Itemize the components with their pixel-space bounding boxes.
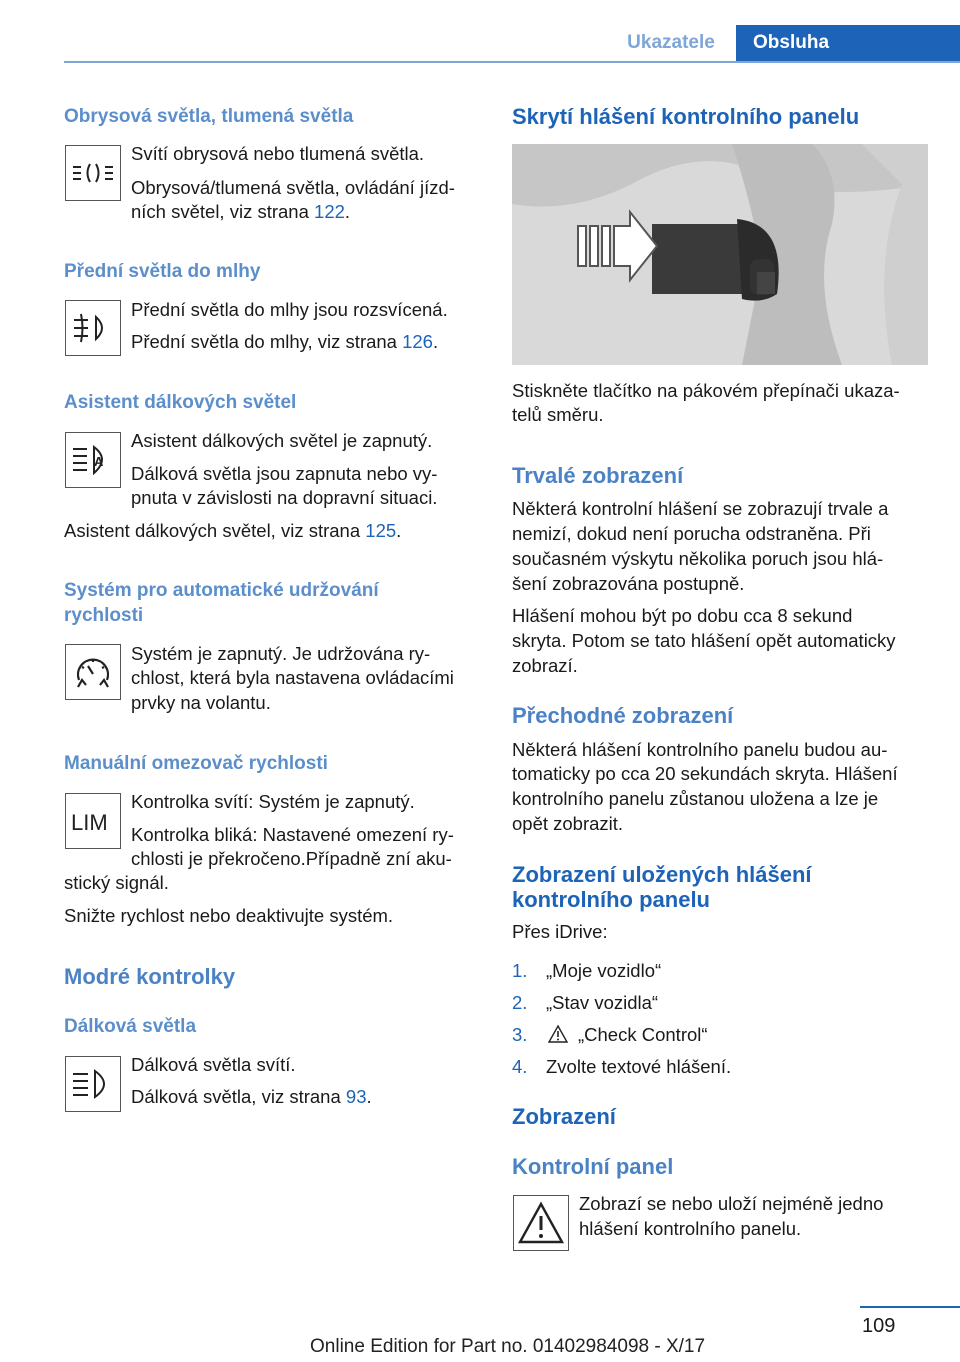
text: chlost, která byla nastavena ovládacími [131, 667, 454, 688]
warning-small-icon [548, 1024, 568, 1044]
text: nemizí, dokud není porucha odstraněna. Při [512, 523, 871, 544]
list-item: „Moje vozidlo“ [546, 960, 662, 981]
tab-ukazatele[interactable]: Ukazatele [627, 32, 715, 53]
heading-display: Zobrazení [512, 1104, 616, 1129]
text: opět zobrazit. [512, 813, 624, 834]
section-title-high-beam-assistant: Asistent dálkových světel [64, 392, 297, 413]
text: skryta. Potom se tato hlášení opět automaticky [512, 630, 896, 651]
section-title-cruise-control: Systém pro automatické udržování [64, 580, 379, 601]
heading-transient-display: Přechodné zobrazení [512, 703, 734, 728]
header-divider [64, 61, 960, 63]
heading-hide-messages: Skrytí hlášení kontrolního panelu [512, 104, 860, 129]
text: Asistent dálkových světel, viz strana 125. [64, 520, 402, 541]
heading-blue-indicators: Modré kontrolky [64, 964, 236, 989]
cruise-control-icon [65, 644, 121, 700]
section-title-speed-limiter: Manuální omezovač rychlosti [64, 753, 328, 774]
text: telů směru. [512, 404, 604, 425]
text: Hlášení mohou být po dobu cca 8 sekund [512, 605, 853, 626]
text: Kontrolka svítí: Systém je zapnutý. [131, 791, 415, 812]
text: pnuta v závislosti na dopravní situaci. [131, 487, 438, 508]
text: Přes iDrive: [512, 921, 608, 942]
svg-text:LIM: LIM [71, 810, 108, 835]
text: Asistent dálkových světel je zapnutý. [131, 430, 433, 451]
text: Dálková světla, viz strana 93. [131, 1086, 372, 1107]
front-fog-lights-icon [65, 300, 121, 356]
text: Některá hlášení kontrolního panelu budou au‐ [512, 739, 888, 760]
text: Stiskněte tlačítko na pákovém přepínači ukaza‐ [512, 380, 900, 401]
page-link-125[interactable]: 125 [365, 520, 397, 541]
text: chlosti je překročeno.Případně zní aku‐ [131, 848, 452, 869]
page-link-126[interactable]: 126 [402, 331, 433, 352]
page-link-93[interactable]: 93 [345, 1086, 367, 1107]
section-title-high-beam: Dálková světla [64, 1016, 197, 1037]
text: Dálková světla svítí. [131, 1054, 296, 1075]
footer-edition: Online Edition for Part no. 01402984098 - X/17 [310, 1336, 706, 1357]
list-item: „Stav vozidla“ [546, 992, 659, 1013]
photo-turn-signal-lever [512, 144, 928, 365]
text: současném výskytu několika poruch jsou hlá‐ [512, 548, 884, 569]
text: Přední světla do mlhy, viz strana 126. [131, 331, 439, 352]
text: Svítí obrysová nebo tlumená světla. [131, 143, 425, 164]
heading-stored-messages-2: kontrolního panelu [512, 887, 710, 912]
section-title-cruise-control-2: rychlosti [64, 605, 144, 626]
text: Obrysová/tlumená světla, ovládání jízd‐ [131, 177, 455, 198]
text: šení zobrazována postupně. [512, 573, 745, 594]
list-item: Zvolte textové hlášení. [546, 1056, 732, 1077]
list-number: 2. [512, 992, 528, 1013]
list-item: „Check Control“ [578, 1024, 708, 1045]
text: Systém je zapnutý. Je udržována ry‐ [131, 643, 431, 664]
text: tomaticky po cca 20 sekundách skryta. Hlášení [512, 763, 898, 784]
text: Přední světla do mlhy jsou rozsvícená. [131, 299, 448, 320]
section-title-parking-lights: Obrysová světla, tlumená světla [64, 106, 354, 127]
high-beam-icon [65, 1056, 121, 1112]
text: stický signál. [64, 872, 169, 893]
footer-divider [860, 1306, 960, 1308]
list-number: 4. [512, 1056, 528, 1077]
list-number: 1. [512, 960, 528, 981]
high-beam-assistant-icon [65, 432, 121, 488]
text: prvky na volantu. [131, 692, 271, 713]
parking-lights-icon [65, 145, 121, 201]
section-title-fog-lights: Přední světla do mlhy [64, 261, 261, 282]
list-number: 3. [512, 1024, 528, 1045]
text: Snižte rychlost nebo deaktivujte systém. [64, 905, 394, 926]
text: hlášení kontrolního panelu. [579, 1218, 802, 1239]
tab-obsluha[interactable]: Obsluha [736, 25, 960, 61]
heading-permanent-display: Trvalé zobrazení [512, 463, 684, 488]
text: Dálková světla jsou zapnuta nebo vy‐ [131, 463, 438, 484]
warning-triangle-icon [513, 1195, 569, 1251]
text: ních světel, viz strana 122. [131, 201, 351, 222]
heading-stored-messages: Zobrazení uložených hlášení [512, 862, 812, 887]
text: Zobrazí se nebo uloží nejméně jedno [579, 1193, 884, 1214]
text: Některá kontrolní hlášení se zobrazují trvale a [512, 498, 889, 519]
heading-control-panel: Kontrolní panel [512, 1154, 674, 1179]
text: Kontrolka bliká: Nastavené omezení ry‐ [131, 824, 454, 845]
text: zobrazí. [512, 655, 578, 676]
lim-indicator-icon [65, 793, 121, 849]
svg-text:A: A [94, 454, 104, 469]
page-number: 109 [862, 1315, 896, 1337]
text: kontrolního panelu zůstanou uložena a lze je [512, 788, 879, 809]
page-link-122[interactable]: 122 [314, 201, 345, 222]
